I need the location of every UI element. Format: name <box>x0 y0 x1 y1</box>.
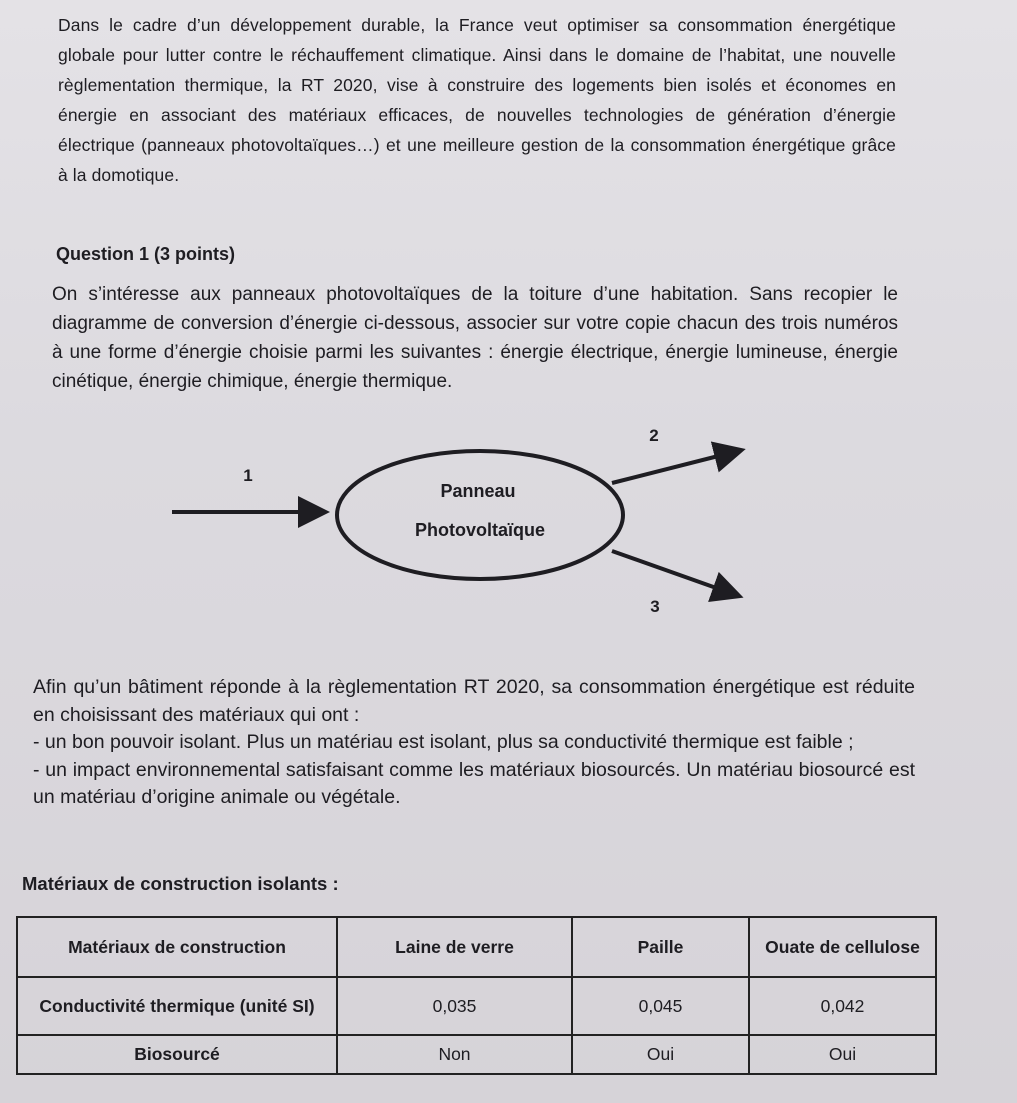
output-bottom-number: 3 <box>650 597 660 616</box>
table-cell: 0,045 <box>572 977 749 1035</box>
intro-paragraph: Dans le cadre d’un développement durable, la France veut optimiser sa consommation énergétique globale pour lutter contre le réchauffement climatique. Ainsi dans le domaine de l’habitat, une nouvelle règlementation thermique, la RT 2020, vise à construire des logements bien isolés et économes en énergie en associant des matériaux efficaces, de nouvelles technologies de génération d’énergie électrique (panneaux photovoltaïques…) et une meilleure gestion de la consommation énergétique grâce à la domotique. <box>58 15 896 185</box>
header-cell: Paille <box>572 917 749 977</box>
rt2020-section <box>33 674 915 812</box>
materials-title: Matériaux de construction isolants : <box>22 873 339 894</box>
panel-ellipse <box>337 451 623 579</box>
panel-label-line1: Panneau <box>440 481 516 501</box>
rt2020-point-2: - un impact environnemental satisfaisant comme les matériaux biosourcés. Un matériau biosourcé est un matériau d’origine animale ou végétale. <box>33 758 915 808</box>
input-number: 1 <box>243 466 253 485</box>
question-1-title: Question 1 (3 points) <box>56 244 236 264</box>
table-cell: Oui <box>749 1035 936 1074</box>
row-label: Conductivité thermique (unité SI) <box>17 977 337 1035</box>
rt2020-point-1: - un bon pouvoir isolant. Plus un matériau est isolant, plus sa conductivité thermique est faible ; <box>33 731 854 753</box>
energy-conversion-diagram <box>160 415 780 625</box>
materials-table <box>16 916 937 1075</box>
table-header-row <box>17 917 936 977</box>
table-cell: Non <box>337 1035 572 1074</box>
header-cell: Ouate de cellulose <box>749 917 936 977</box>
table-row <box>17 977 936 1035</box>
header-cell: Laine de verre <box>337 917 572 977</box>
output-top-number: 2 <box>649 426 659 445</box>
table-cell: 0,035 <box>337 977 572 1035</box>
header-cell: Matériaux de construction <box>17 917 337 977</box>
table-cell: Oui <box>572 1035 749 1074</box>
rt2020-intro: Afin qu’un bâtiment réponde à la règlementation RT 2020, sa consommation énergétique est réduite en choisissant des matériaux qui ont : <box>33 676 915 726</box>
table-cell: 0,042 <box>749 977 936 1035</box>
table-row <box>17 1035 936 1074</box>
output-arrow-bottom <box>612 551 736 595</box>
output-arrow-top <box>612 451 738 483</box>
row-label: Biosourcé <box>17 1035 337 1074</box>
panel-label-line2: Photovoltaïque <box>415 520 545 540</box>
question-1-text: On s’intéresse aux panneaux photovoltaïques de la toiture d’une habitation. Sans recopier le diagramme de conversion d’énergie ci-dessous, associer sur votre copie chacun des trois numéros à une forme d’énergie choisie parmi les suivantes : énergie électrique, énergie lumineuse, énergie cinétique, énergie chimique, énergie thermique. <box>52 284 898 392</box>
